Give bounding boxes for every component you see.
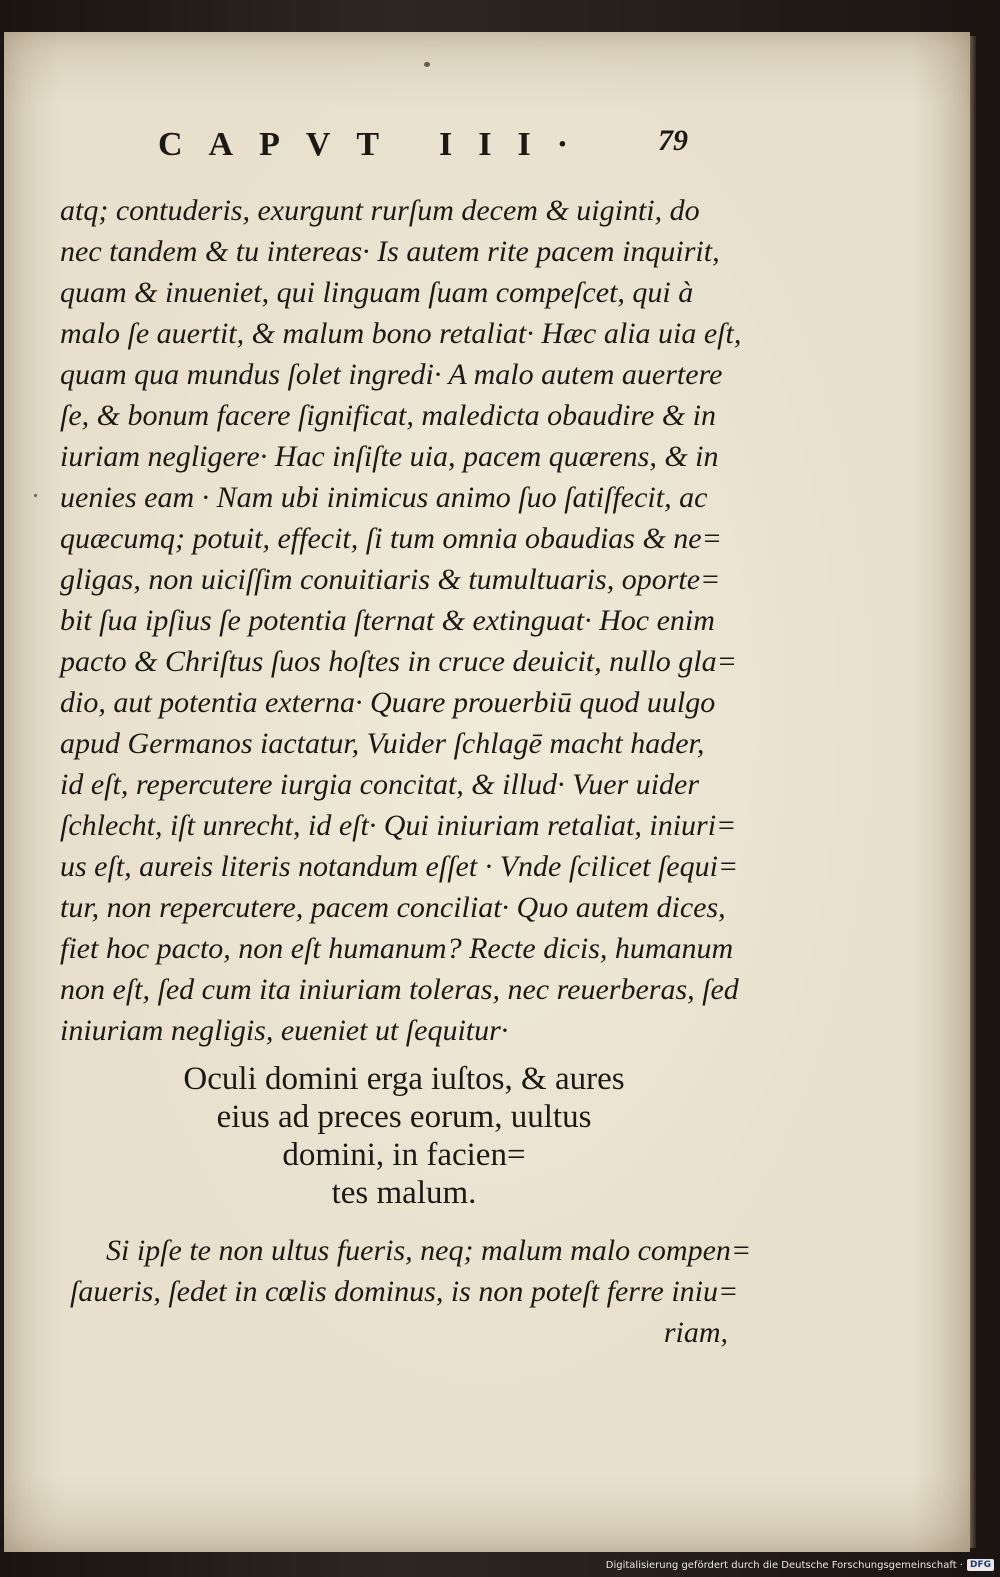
text-line: apud Germanos iactatur, Vuider ſchlagē macht hader, bbox=[60, 727, 705, 760]
text-line: quam & inueniet, qui linguam ſuam compeſcet, qui à bbox=[60, 276, 694, 309]
quote-line: eius ad preces eorum, uultus bbox=[216, 1099, 592, 1135]
text-line: Si ipſe te non ultus fueris, neq; malum malo compen= bbox=[106, 1234, 752, 1267]
text-line: uenies eam · Nam ubi inimicus animo ſuo ſatiſfecit, ac bbox=[60, 481, 708, 514]
paper-speck bbox=[424, 62, 430, 67]
text-line: atq; contuderis, exurgunt rurſum decem & uiginti, do bbox=[60, 194, 700, 227]
text-line: non eſt, ſed cum ita iniuriam toleras, nec reuerberas, ſed bbox=[60, 973, 739, 1006]
text-line: gligas, non uiciſſim conuitiaris & tumultuaris, oporte= bbox=[60, 563, 721, 596]
text-line: nec tandem & tu intereas· Is autem rite pacem inquirit, bbox=[60, 235, 720, 268]
chapter-title: CAPVT III· bbox=[158, 126, 595, 163]
text-line: ſchlecht, iſt unrecht, id eſt· Qui iniuriam retaliat, iniuri= bbox=[60, 809, 737, 842]
text-line: us eſt, aureis literis notandum eſſet · Vnde ſcilicet ſequi= bbox=[60, 850, 739, 883]
quote-line: domini, in facien= bbox=[282, 1137, 526, 1173]
text-line: quam qua mundus ſolet ingredi· A malo autem auertere bbox=[60, 358, 723, 391]
main-text-block bbox=[60, 190, 740, 1051]
text-line: ſe, & bonum facere ſignificat, maledicta obaudire & in bbox=[60, 399, 717, 432]
quote-line: Oculi domini erga iuſtos, & aures bbox=[183, 1061, 625, 1097]
text-line: iniuriam negligis, eueniet ut ſequitur· bbox=[60, 1014, 509, 1047]
text-line: dio, aut potentia externa· Quare prouerbiū quod uulgo bbox=[60, 686, 716, 719]
running-head bbox=[4, 120, 970, 170]
text-line: ſaueris, ſedet in cœlis dominus, is non poteſt ferre iniu= bbox=[70, 1275, 739, 1308]
text-line: iuriam negligere· Hac inſiſte uia, pacem quærens, & in bbox=[60, 440, 719, 473]
following-text-block bbox=[70, 1230, 750, 1353]
text-line: id eſt, repercutere iurgia concitat, & illud· Vuer uider bbox=[60, 768, 700, 801]
credit-text: Digitalisierung gefördert durch die Deutsche Forschungsgemeinschaft · bbox=[605, 1559, 963, 1571]
page-number: 79 bbox=[658, 124, 688, 157]
digitization-credit bbox=[606, 1555, 994, 1575]
paper-speck bbox=[34, 494, 37, 497]
page-edge bbox=[970, 36, 976, 1548]
text-line: bit ſua ipſius ſe potentia ſternat & extinguat· Hoc enim bbox=[60, 604, 715, 637]
text-line: fiet hoc pacto, non eſt humanum? Recte dicis, humanum bbox=[60, 932, 734, 965]
text-line: pacto & Chriſtus ſuos hoſtes in cruce deuicit, nullo gla= bbox=[60, 645, 737, 678]
book-page bbox=[4, 32, 970, 1552]
text-line: quæcumq; potuit, effecit, ſi tum omnia obaudias & ne= bbox=[60, 522, 722, 555]
catchword: riam, bbox=[663, 1316, 728, 1349]
dfg-logo: DFG bbox=[967, 1559, 994, 1571]
quote-line: tes malum. bbox=[331, 1175, 477, 1211]
scripture-quote bbox=[4, 1060, 804, 1212]
text-line: malo ſe auertit, & malum bono retaliat· Hæc alia uia eſt, bbox=[60, 317, 742, 350]
text-line: tur, non repercutere, pacem conciliat· Quo autem dices, bbox=[60, 891, 726, 924]
